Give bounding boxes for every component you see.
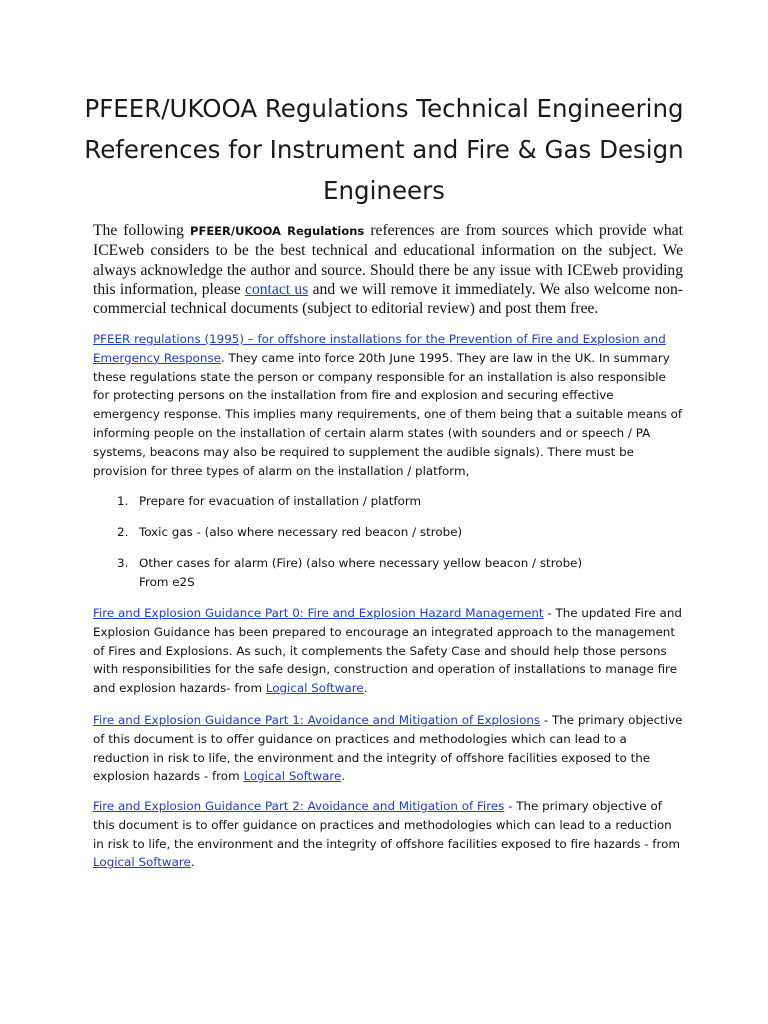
logical-software-link[interactable]: Logical Software — [243, 769, 342, 784]
page-title: PFEER/UKOOA Regulations Technical Engineering References for Instrument and Fire & Gas Design Engineers — [84, 94, 684, 205]
guidance-part1-link[interactable]: Fire and Explosion Guidance Part 1: Avoidance and Mitigation of Explosions — [93, 713, 541, 727]
guidance-part0-paragraph — [93, 604, 683, 698]
logical-software-link[interactable]: Logical Software — [265, 681, 364, 696]
intro-bold-term: PFEER/UKOOA Regulations — [190, 224, 365, 238]
guidance-part2-description: - The primary objective of this document is to offer guidance on practices and methodologies which can lead to a reduction in risk to life, the environment and the integrity of offshore facilities exposed to fire hazards - from — [93, 799, 680, 851]
period: . — [363, 681, 368, 696]
logical-software-link[interactable]: Logical Software — [93, 855, 191, 870]
list-item-number: 2. — [117, 525, 129, 539]
guidance-part0-link[interactable]: Fire and Explosion Guidance Part 0: Fire and Explosion Hazard Management — [93, 606, 544, 620]
list-item-text: Other cases for alarm (Fire) (also where necessary yellow beacon / strobe) — [139, 556, 583, 570]
intro-text-middle: references are from sources which provide what ICEweb considers to be the best technical and educational information on the subject. We always acknowledge the author and source. Should there be any issue with ICEweb providing this information, please — [93, 222, 683, 298]
intro-text-end: and we will remove it immediately. We also welcome non-commercial technical documents (subject to editorial review) and post them free. — [93, 280, 683, 318]
guidance-part2-paragraph — [93, 797, 683, 872]
intro-paragraph — [93, 221, 683, 318]
list-item-number: 1. — [117, 494, 129, 508]
pfeer-description: . They came into force 20th June 1995. They are law in the UK. In summary these regulations state the person or company responsible for an installation is also responsible for protecting persons on the installation from fire and explosion and securing effective emergency response. This implies many requirements, one of them being that a suitable means of informing people on the installation of certain alarm states (with sounders and or speech / PA systems, beacons may also be required to supplement the audible signals). There must be provision for three types of alarm on the installation / platform, — [93, 350, 683, 478]
list-item-text: Toxic gas - (also where necessary red beacon / strobe) — [139, 525, 463, 539]
intro-text-start: The following — [93, 222, 191, 239]
guidance-part1-description: - The primary objective of this document is to offer guidance on practices and methodologies which can lead to a reduction in risk to life, the environment and the integrity of offshore facilities exposed to the explosion hazards - from — [93, 713, 683, 784]
period: . — [190, 855, 195, 870]
alarms-source-text: From e2S — [139, 575, 195, 589]
guidance-part0-description: - The updated Fire and Explosion Guidance has been prepared to encourage an integrated approach to the management of Fires and Explosions. As such, it complements the Safety Case and should help those persons with responsibilities for the safe design, construction and operation of installations to manage fire and explosion hazards- from — [93, 606, 682, 696]
guidance-part2-link[interactable]: Fire and Explosion Guidance Part 2: Avoidance and Mitigation of Fires — [93, 799, 505, 813]
pfeer-regulations-link[interactable]: PFEER regulations (1995) – for offshore installations for the Prevention of Fire and Explosion and Emergency Response — [93, 332, 666, 365]
list-item-number: 3. — [117, 556, 129, 570]
period: . — [341, 769, 346, 784]
pfeer-paragraph — [93, 330, 683, 480]
list-item-text: Prepare for evacuation of installation / platform — [139, 494, 422, 508]
guidance-part1-paragraph — [93, 711, 683, 786]
contact-us-link[interactable]: contact us — [245, 280, 309, 298]
